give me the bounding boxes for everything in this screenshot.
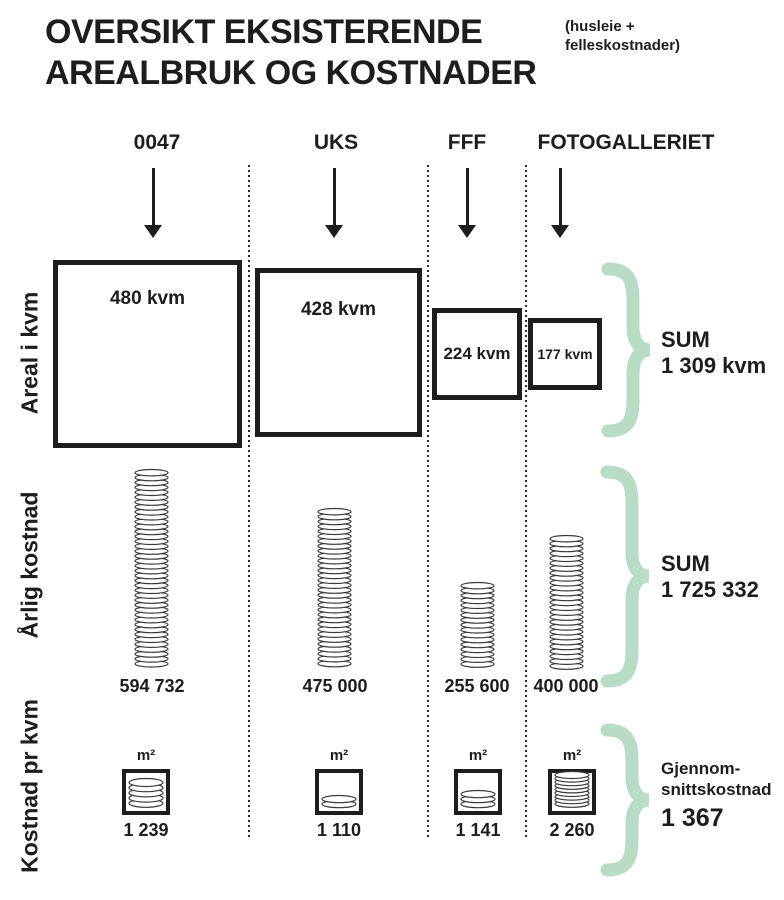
per-kvm-box-fotogalleriet [548, 769, 596, 815]
page-title-line1: OVERSIKT EKSISTERENDE [45, 13, 483, 51]
curly-brace-icon [602, 262, 658, 438]
title-note-line1: (husleie + [565, 18, 635, 35]
title-note [565, 17, 680, 55]
coin-stack-icon [459, 581, 496, 669]
title-note-line2: felleskostnader) [565, 37, 681, 54]
average-title-line2: snittskostnad [661, 780, 772, 799]
coin-stack-icon [127, 777, 165, 809]
area-square-0047 [53, 260, 242, 448]
arrow-down-icon [559, 168, 562, 225]
coin-stack-icon [316, 507, 353, 668]
curly-brace-icon [601, 465, 657, 688]
column-separator [525, 165, 527, 840]
average-value: 1 367 [661, 804, 724, 832]
row-label-areal-i-kvm: Areal i kvm [16, 291, 43, 415]
coin-stack-icon [553, 770, 591, 809]
per-kvm-value-uks: 1 110 [316, 820, 362, 840]
area-value-0047: 480 kvm [109, 288, 185, 309]
coin-stack-icon [459, 789, 497, 809]
area-square-fotogalleriet [528, 318, 602, 390]
sum-area-title: SUM [661, 327, 710, 352]
coin-stack-icon [548, 534, 585, 671]
per-kvm-value-fotogalleriet: 2 260 [549, 820, 595, 840]
sum-area-value: 1 309 kvm [661, 353, 767, 378]
per-kvm-box-0047 [122, 769, 170, 815]
per-kvm-value-0047: 1 239 [123, 820, 169, 840]
column-separator [248, 165, 250, 840]
m2-label: m² [136, 747, 156, 764]
sum-annual-block [661, 551, 759, 603]
annual-cost-fff: 255 600 [444, 676, 510, 696]
arrow-down-icon [333, 168, 336, 225]
sum-annual-title: SUM [661, 551, 710, 576]
m2-label: m² [562, 747, 582, 764]
curly-brace-icon [601, 723, 657, 877]
annual-cost-0047: 594 732 [119, 676, 185, 696]
per-kvm-box-uks [315, 769, 363, 815]
arrow-down-icon [466, 168, 469, 225]
sum-area-block [661, 327, 766, 379]
coin-stack-icon [320, 794, 358, 809]
sum-annual-value: 1 725 332 [661, 577, 759, 602]
area-square-fff [432, 308, 522, 400]
per-kvm-box-fff [454, 769, 502, 815]
row-label-kostnad-pr-kvm: Kostnad pr kvm [16, 699, 43, 873]
area-square-uks [255, 268, 422, 437]
m2-label: m² [329, 747, 349, 764]
annual-cost-uks: 475 000 [302, 676, 368, 696]
column-separator [427, 165, 429, 840]
arrow-down-icon [152, 168, 155, 225]
column-header-0047: 0047 [133, 131, 181, 154]
area-value-uks: 428 kvm [300, 299, 376, 320]
coin-stack-icon [133, 468, 170, 669]
column-header-fotogalleriet: FOTOGALLERIET [537, 131, 715, 154]
area-value-fff: 224 kvm [443, 344, 511, 363]
area-value-fotogalleriet: 177 kvm [537, 346, 593, 362]
row-label-aarlig-kostnad: Årlig kostnad [16, 491, 43, 639]
page-title-line2: AREALBRUK OG KOSTNADER [45, 54, 537, 92]
m2-label: m² [468, 747, 488, 764]
column-header-fff: FFF [447, 131, 487, 154]
per-kvm-value-fff: 1 141 [455, 820, 501, 840]
page-title [45, 12, 536, 94]
annual-cost-fotogalleriet: 400 000 [533, 676, 599, 696]
column-header-uks: UKS [313, 131, 359, 154]
average-cost-block [661, 758, 772, 833]
average-title-line1: Gjennom- [661, 759, 741, 778]
